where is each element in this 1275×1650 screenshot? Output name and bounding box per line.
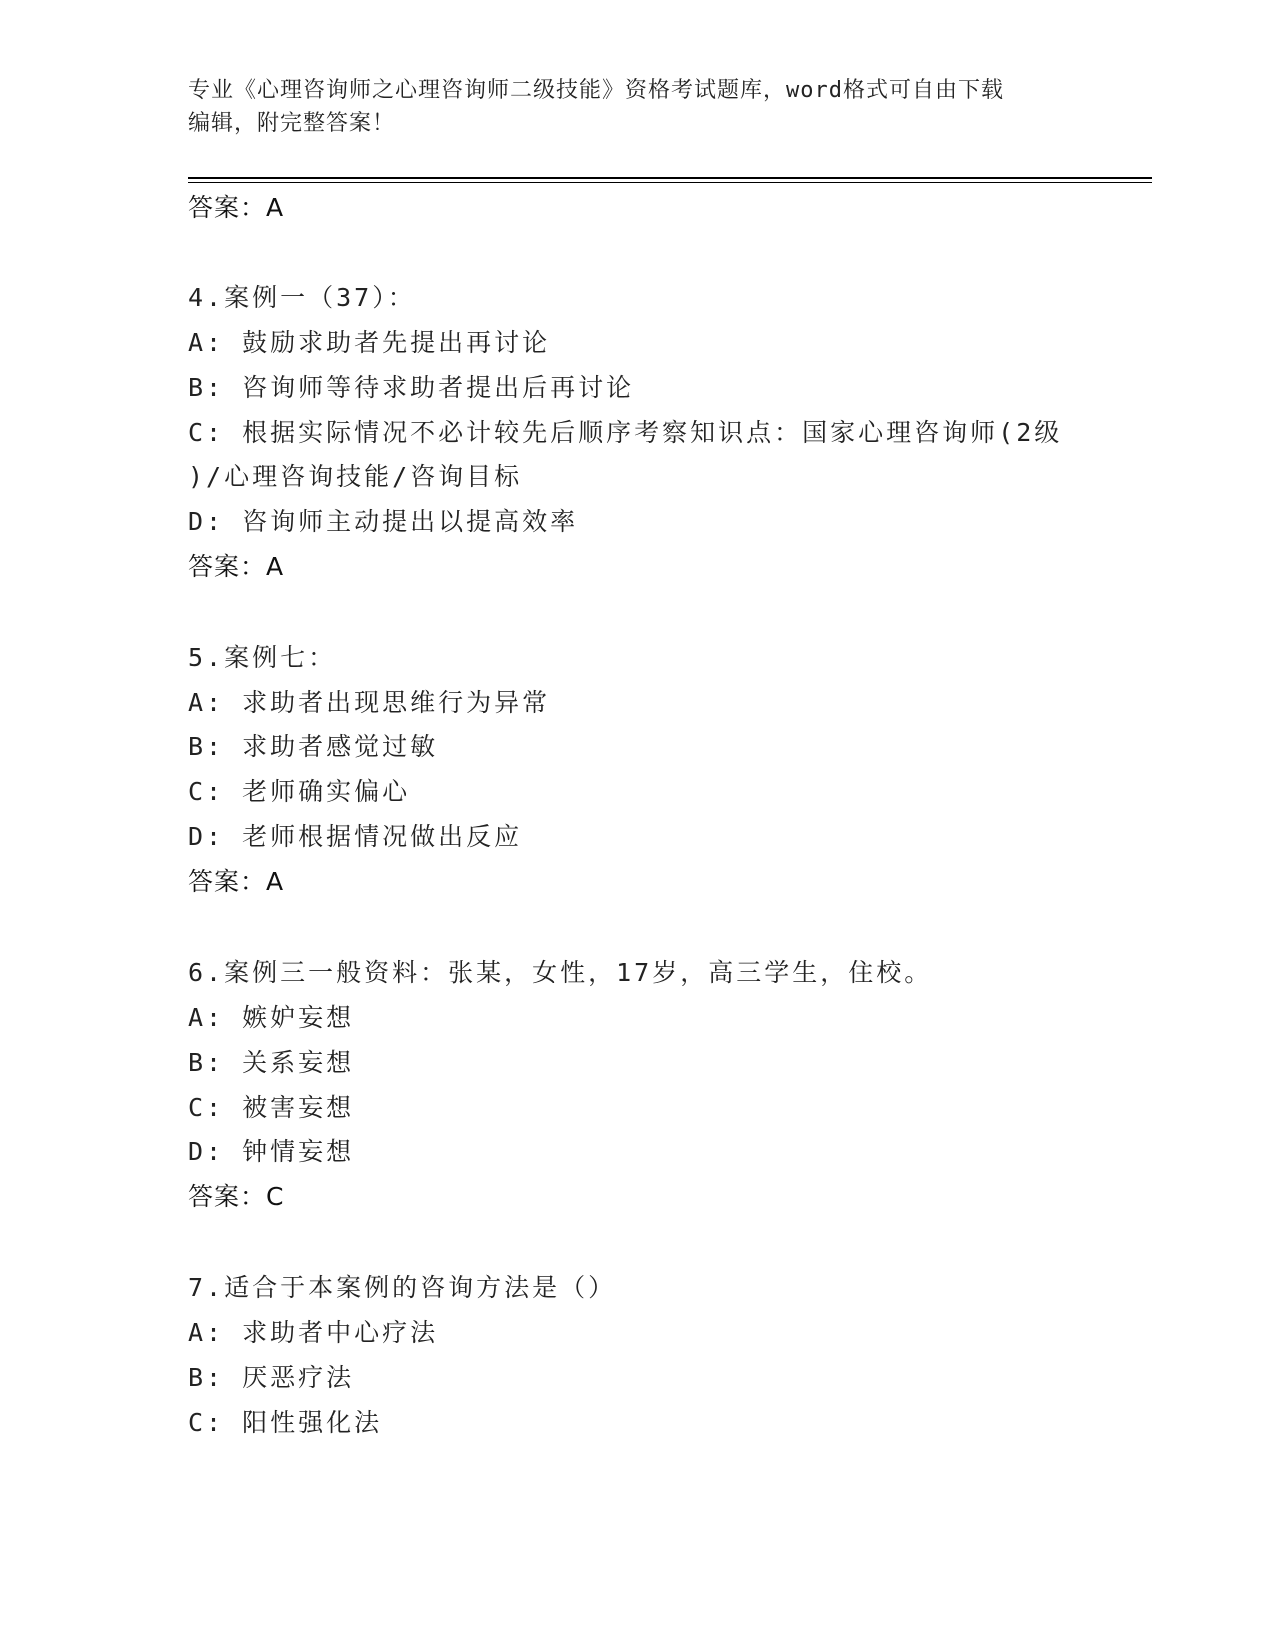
question-5-stem: 5.案例七： [188,643,337,672]
question-4-option-b: B: 咨询师等待求助者提出后再讨论 [188,373,635,402]
question-4-option-c-cont: )/心理咨询技能/咨询目标 [188,462,523,491]
question-7-option-c: C: 阳性强化法 [188,1408,383,1437]
question-5-option-d: D: 老师根据情况做出反应 [188,822,523,851]
question-4-option-d: D: 咨询师主动提出以提高效率 [188,507,579,536]
header-line-2: 编辑，附完整答案！ [188,111,396,136]
question-6-option-c: C: 被害妄想 [188,1093,355,1122]
header-line-1: 专业《心理咨询师之心理咨询师二级技能》资格考试题库，word格式可自由下载 [188,78,1004,103]
question-5-option-a: A: 求助者出现思维行为异常 [188,688,551,717]
question-7-option-b: B: 厌恶疗法 [188,1363,355,1392]
question-6-option-a: A: 嫉妒妄想 [188,1003,355,1032]
question-7-stem: 7.适合于本案例的咨询方法是（） [188,1273,617,1302]
question-5-answer: 答案：A [188,867,285,896]
question-6-option-d: D: 钟情妄想 [188,1137,355,1166]
question-4-option-c: C: 根据实际情况不必计较先后顺序考察知识点：国家心理咨询师(2级 [188,418,1063,447]
question-5-option-b: B: 求助者感觉过敏 [188,732,439,761]
question-4-answer: 答案：A [188,552,285,581]
question-6-stem: 6.案例三一般资料：张某，女性，17岁，高三学生，住校。 [188,958,933,987]
document-header [188,74,1088,140]
question-7-option-a: A: 求助者中心疗法 [188,1318,439,1347]
previous-answer: 答案：A [188,193,285,222]
header-divider-thin [188,182,1152,183]
header-divider-thick [188,177,1152,179]
question-6-answer: 答案：C [188,1182,285,1211]
question-6-option-b: B: 关系妄想 [188,1048,355,1077]
question-4-option-a: A: 鼓励求助者先提出再讨论 [188,328,551,357]
question-5-option-c: C: 老师确实偏心 [188,777,411,806]
question-4-stem: 4.案例一（37）： [188,283,416,312]
